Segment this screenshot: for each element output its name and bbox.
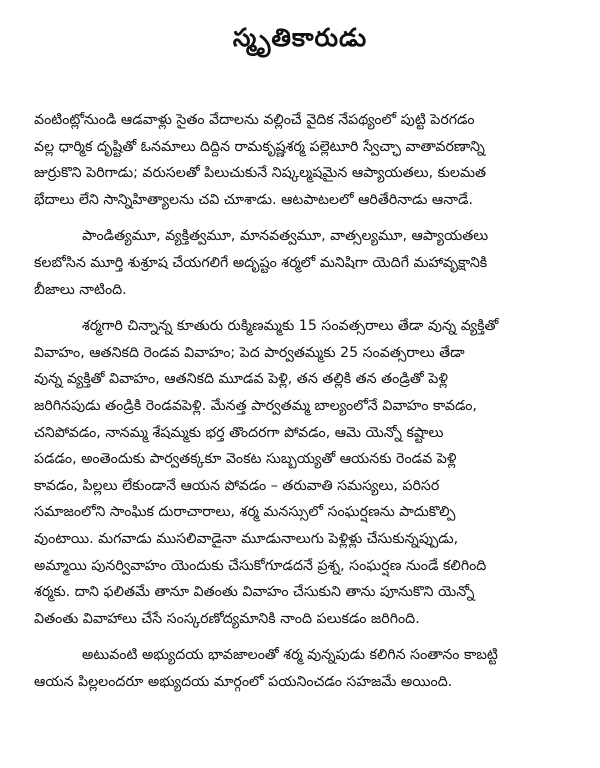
paragraph-4 [34,642,575,695]
text-line: కలబోసిన మూర్తి శుశ్రూష చేయగలిగే అదృష్టం శర్మలో మనిషిగా యెదిగే మహావృక్షానికి [34,254,488,271]
text-line: సమాజంలోని సాంఘిక దురాచారాలు, శర్మ మనస్సులో సంఘర్షణను పాదుకొల్పి [34,504,456,521]
text-line: వితంతు వివాహాలు చేసే సంస్కరణోద్యమానికి నాంది పలుకడం జరిగింది. [34,610,420,627]
text-line: భేదాలు లేని సాన్నిహిత్యాలను చవి చూశాడు. ఆటపాటలలో ఆరితేరినాడు ఆనాడే. [34,191,474,208]
text-line: ఆయన పిల్లలందరూ అభ్యుదయ మార్గంలో పయనించడం సహజమే అయింది. [34,673,453,690]
paragraph-2 [34,223,575,303]
text-line: వుంటాయి. మగవాడు ముసలివాడైనా మూడునాలుగు పెళ్లిళ్లు చేసుకున్నప్పుడు, [34,530,459,547]
text-line: వల్ల ధార్మిక దృష్టితో ఓనమాలు దిద్దిన రామకృష్ణశర్మ పల్లెటూరి స్వేచ్ఛా వాతావరణాన్ని [34,138,485,155]
body-text [34,107,575,705]
text-line: వున్న వ్యక్తితో వివాహం, ఆతనికది మూడవ పెళ్లి, తన తల్లికి తన తండ్రితో పెళ్లి [34,371,448,388]
text-line: చనిపోవడం, నానమ్మ శేషమ్మకు భర్త తొందరగా పోవడం, ఆమె యెన్నో కష్టాలు [34,424,444,441]
text-line: వివాహం, ఆతనికది రెండవ వివాహం; పెద పార్వతమ్మకు 25 సంవత్సరాలు తేడా [34,344,465,361]
text-line: అటువంటి అభ్యుదయ భావజాలంతో శర్మ వున్నపుడు కలిగిన సంతానం కాబట్టి [82,647,498,664]
text-line: శర్మకు. దాని ఫలితమే తానూ వితంతు వివాహం చేసుకుని తాను పూనుకొని యెన్నో [34,584,475,601]
text-line: జరిగినపుడు తండ్రికి రెండవపెళ్లి. మేనత్త పార్వతమ్మ బాల్యంలోనే వివాహం కావడం, [34,397,477,414]
text-line: బీజాలు నాటింది. [34,281,127,298]
text-line: పాండిత్యమూ, వ్యక్తిత్వమూ, మానవత్వమూ, వాత్సల్యమూ, ఆప్యాయతలు [82,228,489,245]
text-line: పడడం, అంతెందుకు పార్వతక్కకూ వెంకట సుబ్బయ్యతో ఆయనకు రెండవ పెళ్లి [34,451,457,468]
text-line: అమ్మాయి పునర్వివాహం యెందుకు చేసుకోగూడదనే ప్రశ్న, సంఘర్షణ నుండే కలిగింది [34,557,487,574]
text-line: జుర్రుకొని పెరిగాడు; వరుసలతో పిలుచుకునే నిష్కల్మషమైన ఆప్యాయతలు, కులమత [34,165,487,182]
chapter-title: స్మృతికారుడు [232,23,368,52]
text-line: వంటింట్లోనుండి ఆడవాళ్లు సైతం వేదాలను వల్లించే వైదిక నేపథ్యంలో పుట్టి పెరగడం [34,112,475,128]
text-line: కావడం, పిల్లలు లేకుండానే ఆయన పోవడం – తరువాతి సమస్యలు, పరిసర [34,477,440,494]
paragraph-1 [34,107,575,213]
paragraph-3 [34,313,575,632]
text-line: శర్మగారి చిన్నాన్న కూతురు రుక్మిణమ్మకు 15 సంవత్సరాలు తేడా వున్న వ్యక్తితో [82,318,499,335]
